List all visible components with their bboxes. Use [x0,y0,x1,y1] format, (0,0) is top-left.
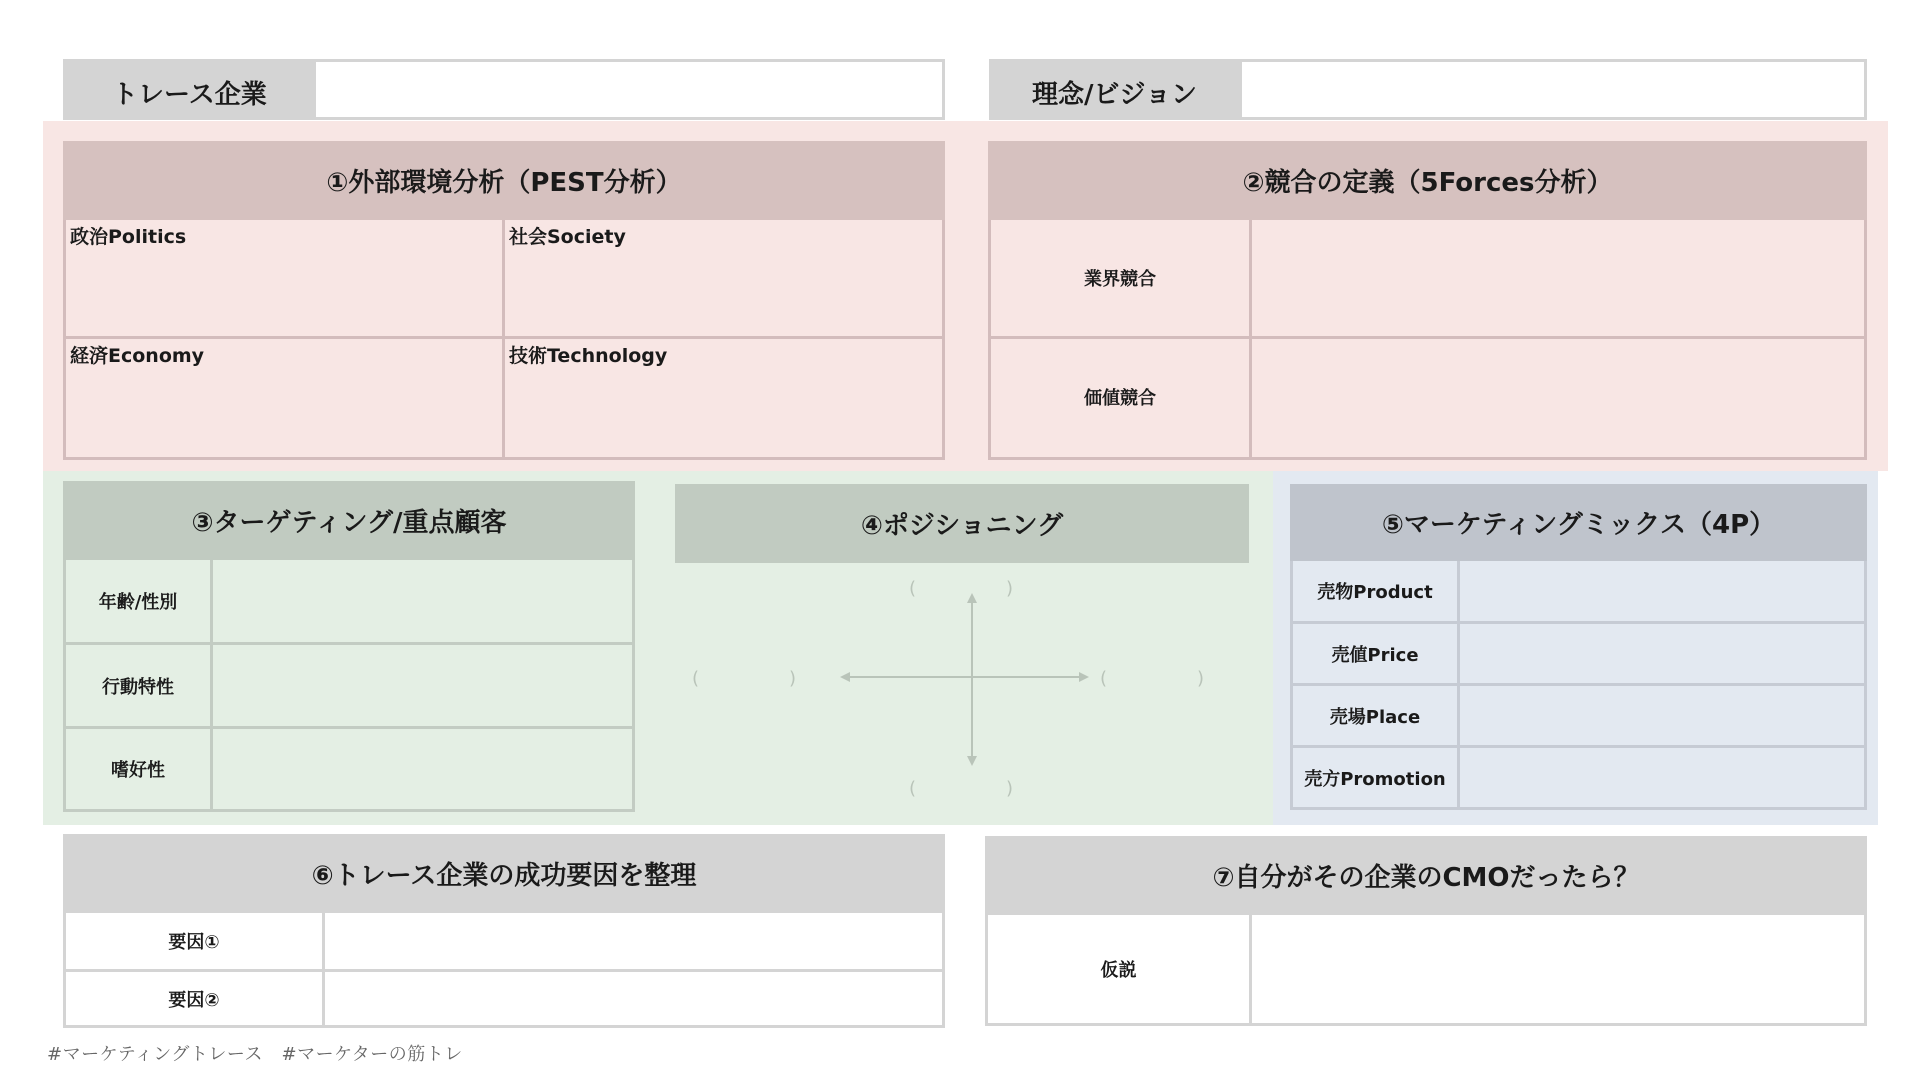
company-field [63,59,945,120]
cmo-title: ⑦自分がその企業のCMOだったら？ [985,836,1867,915]
forces-section [988,141,1867,460]
success-grid [63,913,945,1028]
success-factor-2-label: 要因② [168,989,220,1011]
positioning-axis-right-label[interactable]: ( ) [1100,668,1205,689]
targeting-grid [63,560,635,812]
vision-input[interactable] [1242,62,1864,117]
positioning-axis-left-label[interactable]: ( ) [692,668,797,689]
marketing-mix-title: ⑤マーケティングミックス（4P） [1290,484,1867,561]
targeting-age-label: 年齢/性別 [98,592,178,613]
footer-hashtags: #マーケティングトレース #マーケターの筋トレ [47,1044,463,1065]
pest-title: ①外部環境分析（PEST分析） [63,141,945,220]
marketing-mix-grid [1290,561,1867,810]
marketing-mix-place-label: 売場Place [1329,706,1421,728]
positioning-axis-bottom-label[interactable]: ( ) [909,778,1014,799]
pest-politics-label: 政治Politics [70,226,187,248]
success-section [63,834,945,1028]
positioning-arrow-down [967,756,977,766]
targeting-section [63,481,635,812]
success-factor-1-label: 要因① [168,932,220,953]
pest-society-label: 社会Society [509,226,626,248]
cmo-grid [985,915,1867,1026]
targeting-behavior-label: 行動特性 [102,676,174,698]
targeting-divider-v [210,560,213,809]
cmo-section [985,836,1867,1026]
pest-economy-label: 経済Economy [70,345,205,367]
company-input[interactable] [316,62,942,117]
marketing-mix-section [1290,484,1867,810]
forces-title: ②競合の定義（5Forces分析） [988,141,1867,220]
pest-technology-label: 技術Technology [509,345,668,367]
forces-value-label: 価値競合 [1084,388,1156,409]
positioning-title: ④ポジショニング [675,484,1249,563]
pest-section [63,141,945,460]
marketing-mix-product-label: 売物Product [1317,582,1433,603]
success-title: ⑥トレース企業の成功要因を整理 [63,834,945,913]
marketing-mix-promotion-label: 売方Promotion [1304,768,1446,790]
forces-grid [988,220,1867,460]
vision-field [989,59,1867,120]
targeting-title: ③ターゲティング/重点顧客 [63,481,635,560]
cmo-hypothesis-label: 仮説 [1100,960,1137,981]
company-label: トレース企業 [66,62,316,117]
positioning-section [675,484,1249,814]
positioning-axis-top-label[interactable]: ( ) [909,578,1014,599]
pest-grid [63,220,945,460]
forces-industry-label: 業界競合 [1084,269,1156,290]
vision-label: 理念/ビジョン [992,62,1242,117]
positioning-arrow-left [840,672,850,682]
pest-divider-h [66,336,942,339]
cmo-divider-v [1249,915,1252,1023]
targeting-preference-label: 嗜好性 [111,760,165,781]
positioning-arrow-right [1079,672,1089,682]
marketing-mix-price-label: 売値Price [1331,644,1419,666]
